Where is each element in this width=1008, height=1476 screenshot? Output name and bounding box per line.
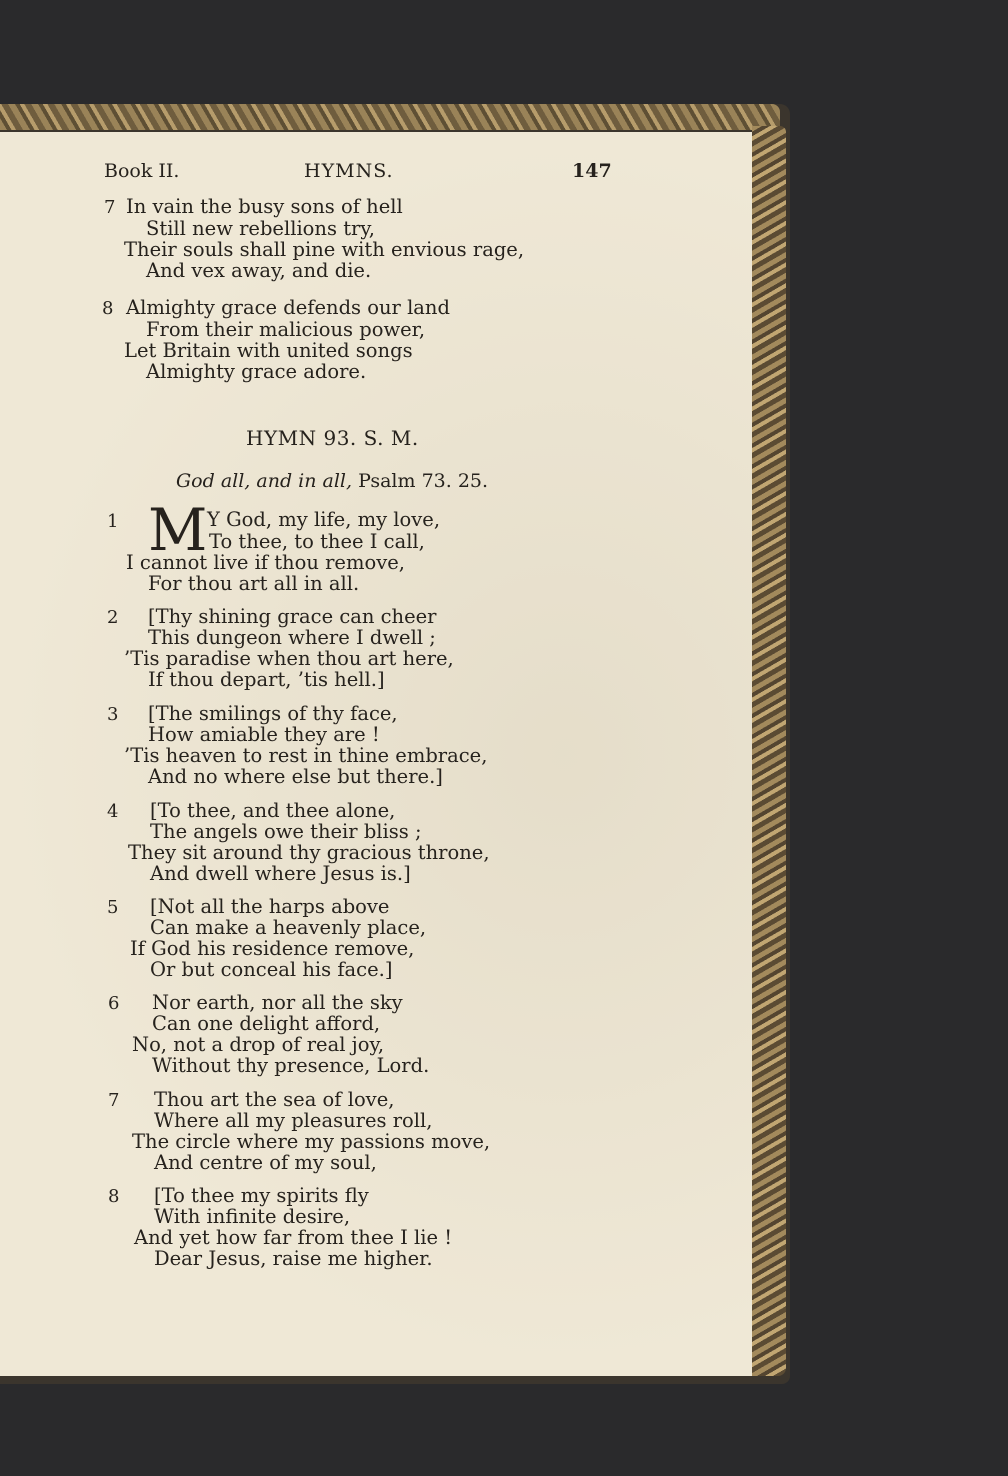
verse-line: Dear Jesus, raise me higher. — [154, 1247, 433, 1270]
verse-line: ’Tis heaven to rest in thine embrace, — [124, 744, 488, 767]
verse-line: From their malicious power, — [146, 318, 426, 341]
verse-line: With infinite desire, — [154, 1205, 351, 1228]
verse-line: Thou art the sea of love, — [154, 1088, 395, 1111]
verse-line: How amiable they are ! — [148, 723, 380, 746]
verse-line: If thou depart, ’tis hell.] — [148, 668, 385, 691]
verse-line: Let Britain with united songs — [124, 339, 413, 362]
hymn-subtitle-italic: God all, and in all, — [176, 470, 353, 492]
stanza-number: 7 — [108, 1090, 120, 1111]
verse-line: This dungeon where I dwell ; — [148, 626, 436, 649]
verse-line: And dwell where Jesus is.] — [150, 862, 411, 885]
hymn-subtitle-reference: Psalm 73. 25. — [358, 470, 489, 492]
gilt-page-edge-top — [0, 104, 780, 130]
stanza-number: 6 — [108, 993, 120, 1014]
verse-line: [Not all the harps above — [150, 895, 390, 918]
stanza-number: 8 — [102, 298, 114, 319]
verse-line: In vain the busy sons of hell — [126, 195, 403, 218]
verse-line: Almighty grace adore. — [146, 360, 367, 383]
running-head-book: Book II. — [104, 160, 180, 182]
stanza-number: 7 — [104, 197, 116, 218]
verse-line: [To thee my spirits fly — [154, 1184, 369, 1207]
verse-line: I cannot live if thou remove, — [126, 551, 405, 574]
verse-line: Their souls shall pine with envious rage, — [124, 238, 525, 261]
stanza-number: 3 — [107, 704, 119, 725]
verse-line: Where all my pleasures roll, — [154, 1109, 433, 1132]
verse-line: Can one delight afford, — [152, 1012, 381, 1035]
verse-line: Without thy presence, Lord. — [152, 1054, 430, 1077]
verse-line: For thou art all in all. — [148, 572, 360, 595]
verse-line: [Thy shining grace can cheer — [148, 605, 437, 628]
stanza-number: 4 — [107, 801, 119, 822]
verse-line: [To thee, and thee alone, — [150, 799, 396, 822]
verse-line: Can make a heavenly place, — [150, 916, 427, 939]
stanza-number: 8 — [108, 1186, 120, 1207]
verse-line: Nor earth, nor all the sky — [152, 991, 403, 1014]
drop-cap: M — [148, 496, 208, 564]
verse-line: No, not a drop of real joy, — [132, 1033, 385, 1056]
verse-line: ’Tis paradise when thou art here, — [124, 647, 454, 670]
verse-line: And centre of my soul, — [154, 1151, 377, 1174]
stanza-number: 1 — [107, 511, 119, 532]
verse-line: The circle where my passions move, — [132, 1130, 491, 1153]
verse-line: Y God, my life, my love, — [207, 508, 441, 531]
gilt-page-edge-right — [752, 126, 786, 1376]
hymn-title: HYMN 93. S. M. — [246, 426, 419, 450]
hymn-subtitle — [176, 470, 488, 492]
verse-line: If God his residence remove, — [130, 937, 415, 960]
verse-line: Still new rebellions try, — [146, 217, 375, 240]
stanza-number: 5 — [107, 897, 119, 918]
running-head-title: HYMNS. — [304, 160, 394, 182]
verse-line: And no where else but there.] — [148, 765, 443, 788]
verse-line: And vex away, and die. — [146, 259, 372, 282]
verse-line: And yet how far from thee I lie ! — [134, 1226, 453, 1249]
show-through-text — [425, 145, 615, 1295]
verse-line: Or but conceal his face.] — [150, 958, 393, 981]
verse-line: Almighty grace defends our land — [126, 296, 450, 319]
verse-line: They sit around thy gracious throne, — [128, 841, 490, 864]
verse-line: To thee, to thee I call, — [209, 530, 425, 553]
verse-line: [The smilings of thy face, — [148, 702, 398, 725]
verse-line: The angels owe their bliss ; — [150, 820, 422, 843]
stanza-number: 2 — [107, 607, 119, 628]
page-number: 147 — [572, 160, 612, 182]
